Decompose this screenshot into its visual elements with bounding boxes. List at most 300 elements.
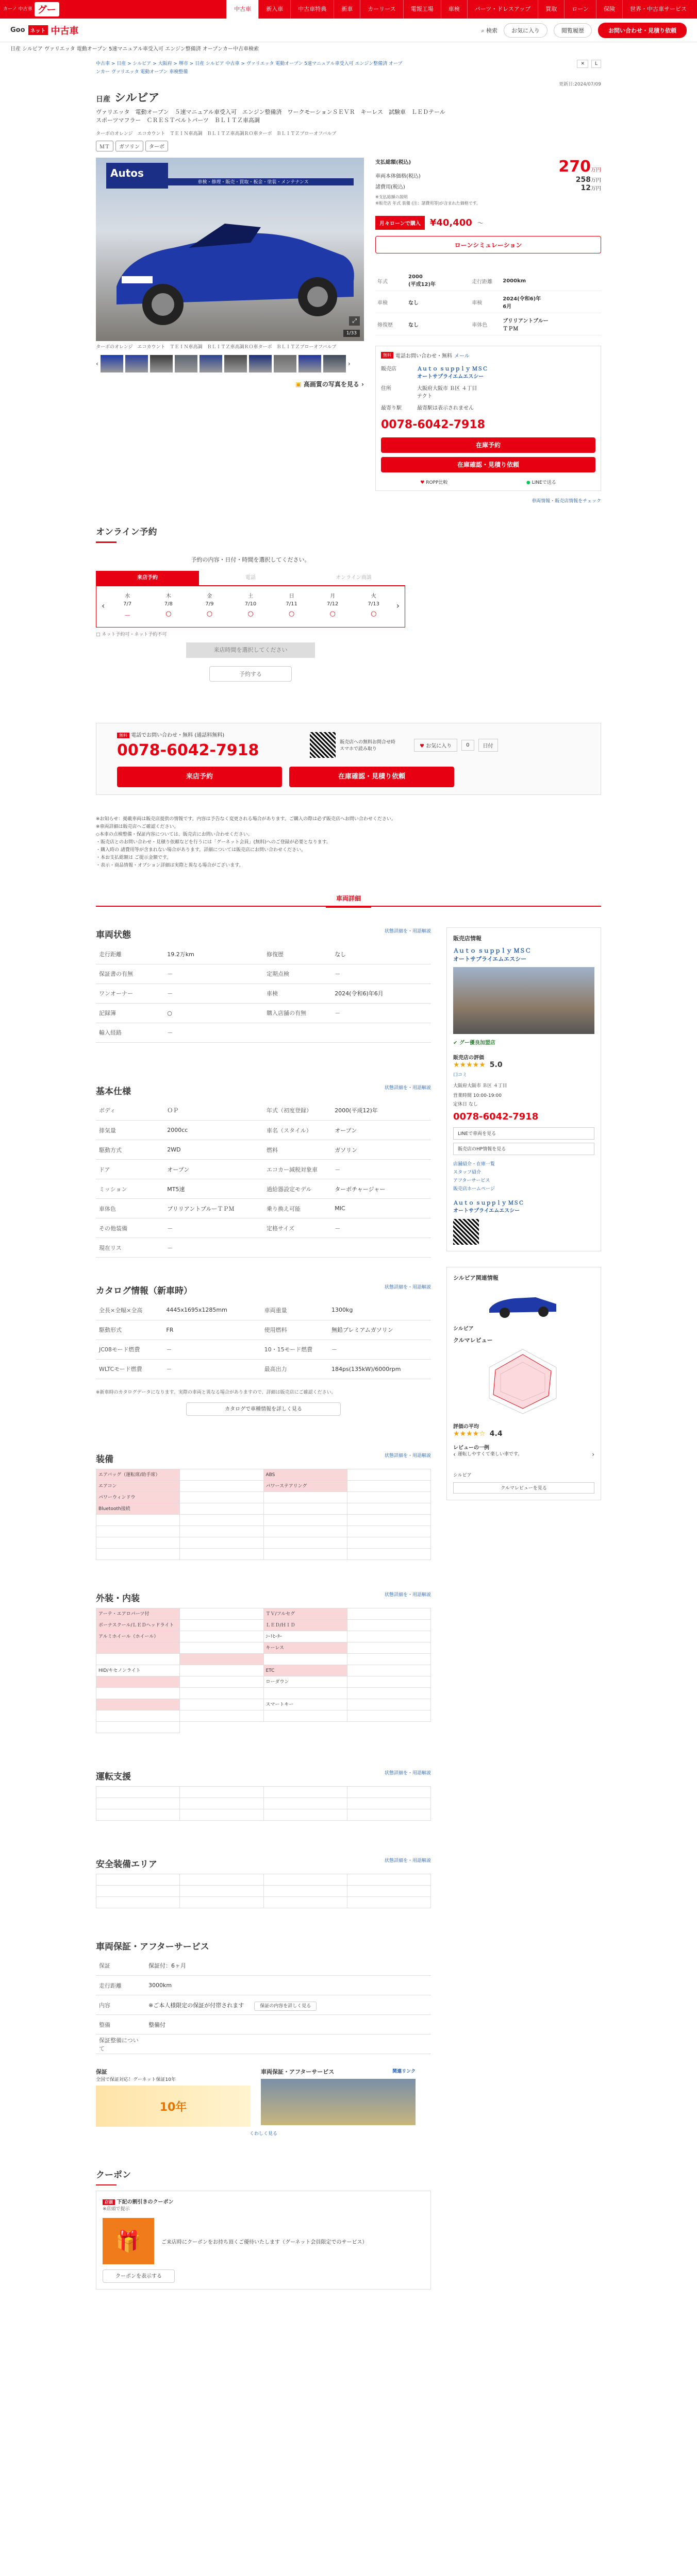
availability-cell[interactable]: － bbox=[124, 612, 131, 620]
table-key: 車名（スタイル） bbox=[263, 1121, 331, 1140]
equipment-item: スマートキー bbox=[264, 1699, 347, 1710]
reservation-tab[interactable]: 来店予約 bbox=[96, 571, 199, 585]
side-review-title: シルビア関連情報 bbox=[453, 1275, 499, 1281]
nav-item[interactable]: 電報工場 bbox=[403, 0, 441, 19]
table-key: 保証 bbox=[96, 1956, 145, 1976]
side-dealer-closed: 定休日 なし bbox=[453, 1102, 478, 1107]
other-fee-label: 諸費用(税込) bbox=[375, 184, 405, 190]
table-value bbox=[145, 2035, 431, 2054]
table-value: － bbox=[163, 1359, 261, 1379]
table-value: ＯＰ bbox=[164, 1101, 263, 1121]
reservation-calendar bbox=[107, 591, 394, 620]
table-key: 保証整備について bbox=[96, 2035, 145, 2054]
photo-counter: 1/33 bbox=[343, 330, 360, 337]
table-key: 内容 bbox=[96, 1995, 145, 2015]
equipment-item bbox=[347, 1787, 431, 1798]
history-button[interactable]: 閲覧履歴 bbox=[554, 23, 592, 38]
equipment-item bbox=[264, 1654, 347, 1665]
drive-section bbox=[96, 1769, 431, 1821]
detail-tab-bar bbox=[96, 890, 601, 907]
reservation-tab[interactable]: 電話 bbox=[245, 575, 256, 581]
line-label: LINEで送る bbox=[532, 480, 556, 485]
equipment-item bbox=[180, 1608, 263, 1620]
equipment-link[interactable]: 状態詳細を・用語解説 bbox=[384, 1453, 431, 1459]
date-label: 7/8 bbox=[164, 601, 173, 607]
equipment-item bbox=[180, 1665, 263, 1676]
availability-cell[interactable]: ○ bbox=[247, 610, 254, 618]
side-dealer-link[interactable]: 販売店ホームページ bbox=[453, 1187, 495, 1192]
safety-title: 安全装備エリア bbox=[96, 1859, 157, 1870]
dealer-name[interactable]: Ａｕｔｏ ｓｕｐｐｌｙ ＭＳＣ オートサプライエムエスシー bbox=[417, 366, 488, 380]
other-fee-unit: 万円 bbox=[591, 186, 601, 192]
coupon-badge: 店頭 bbox=[103, 2199, 115, 2205]
nav-item[interactable]: 車検 bbox=[441, 0, 467, 19]
equipment-item bbox=[264, 1897, 347, 1908]
spec-key: 走行距離 bbox=[470, 271, 501, 291]
side-review-car-image bbox=[453, 1286, 594, 1322]
nav-item[interactable]: カーリース bbox=[360, 0, 403, 19]
nav-item[interactable]: 保険 bbox=[596, 0, 622, 19]
header-contact-button[interactable]: お問い合わせ・見積り依頼 bbox=[598, 23, 687, 38]
equipment-item bbox=[96, 1809, 180, 1821]
side-comment-h: レビューの一例 bbox=[453, 1445, 489, 1451]
coupon-sub: 下記の割引きのクーポン bbox=[117, 2199, 174, 2205]
side-dealer-name[interactable]: Ａｕｔｏ ｓｕｐｐｌｙ ＭＳＣ オートサプライエムエスシー bbox=[453, 947, 531, 962]
table-key: 車検 bbox=[263, 984, 331, 1003]
total-price: 270 bbox=[558, 158, 591, 176]
table-value: － bbox=[164, 1238, 263, 1258]
thumb-next-icon[interactable]: › bbox=[347, 360, 351, 367]
exterior-section bbox=[96, 1591, 431, 1733]
stock-inquiry-button[interactable]: 在庫確認・見積り依頼 bbox=[381, 457, 595, 472]
side-score-h: 評価の平均 bbox=[453, 1424, 479, 1430]
spec-key: 車検 bbox=[470, 291, 501, 313]
brand-goo: Goo bbox=[10, 26, 25, 34]
contact-phone[interactable]: 0078-6042-7918 bbox=[117, 741, 259, 759]
table-value: － bbox=[331, 1218, 431, 1238]
table-row bbox=[96, 984, 431, 1003]
catalog-note: ※新車時のカタログデータになります。実際の車両と異なる場合がありますので、詳細は販売店にご確認ください。 bbox=[96, 1389, 336, 1395]
photo-thumbnail[interactable] bbox=[150, 355, 173, 372]
carousel-prev-icon[interactable]: ‹ bbox=[453, 1451, 456, 1458]
table-value bbox=[145, 1995, 431, 2015]
heart-icon: ♥ bbox=[420, 480, 425, 485]
equipment-item bbox=[264, 1503, 347, 1515]
table-key: その他装備 bbox=[96, 1218, 164, 1238]
catalog-detail-button[interactable]: カタログで車種情報を詳しく見る bbox=[186, 1402, 341, 1416]
condition-link[interactable]: 状態詳細を・用語解説 bbox=[384, 929, 431, 934]
day-label: 日 bbox=[289, 594, 294, 599]
basic-table bbox=[96, 1101, 431, 1258]
contact-head: 電話でお問い合わせ・無料 bbox=[131, 733, 193, 738]
ropp-compare-button[interactable] bbox=[420, 479, 447, 485]
equipment-item bbox=[96, 1515, 180, 1526]
equipment-item: ＬＥＤ/ＨＩＤ bbox=[264, 1620, 347, 1631]
date-label: 7/10 bbox=[244, 601, 257, 607]
body-price-label: 車両本体価格(税込) bbox=[375, 174, 421, 179]
table-value: － bbox=[164, 1218, 263, 1238]
spec-value: 2000km bbox=[501, 271, 601, 291]
equipment-item bbox=[347, 1549, 431, 1560]
tab-detail[interactable]: 車両詳細 bbox=[326, 895, 371, 908]
carousel-next-icon[interactable]: › bbox=[592, 1451, 594, 1458]
condition-section bbox=[96, 927, 431, 1043]
photo-thumbnail[interactable] bbox=[101, 355, 123, 372]
photo-thumbnail[interactable] bbox=[298, 355, 321, 372]
side-dealer-links bbox=[453, 1160, 594, 1193]
side-review-more-button[interactable]: クルマレビューを見る bbox=[453, 1482, 594, 1494]
share-line-icon[interactable]: L bbox=[591, 60, 601, 68]
catalog-link[interactable]: 状態詳細を・用語解説 bbox=[384, 1285, 431, 1290]
side-score: 4.4 bbox=[489, 1430, 503, 1438]
equipment-item bbox=[347, 1537, 431, 1549]
equipment-item bbox=[264, 1537, 347, 1549]
equipment-item bbox=[96, 1676, 180, 1688]
notice-line: ※お知らせ：掲載車両は販売店提供の情報です。内容は予告なく変更される場合があります。ご購入の際は必ず販売店へお問い合わせください。 bbox=[96, 817, 396, 822]
availability-cell[interactable]: ○ bbox=[165, 610, 172, 618]
share-twitter-icon[interactable]: ✕ bbox=[577, 60, 588, 68]
equipment-item: キーレス bbox=[264, 1642, 347, 1654]
table-value: － bbox=[164, 1023, 263, 1042]
equipment-item bbox=[96, 1537, 180, 1549]
nav-item[interactable]: 中古車特典 bbox=[290, 0, 334, 19]
equipment-item bbox=[264, 1492, 347, 1503]
warranty-ad-right[interactable] bbox=[261, 2067, 416, 2127]
notice-line: ※車両詳細は販売店へご確認ください。 bbox=[96, 824, 179, 829]
hq-photo-link[interactable] bbox=[96, 380, 364, 388]
nav-item[interactable]: パーツ・ドレスアップ bbox=[467, 0, 538, 19]
free-badge-2: 無料 bbox=[117, 733, 129, 738]
availability-cell[interactable]: ○ bbox=[206, 610, 213, 618]
notice-line: ・購入時の 諸費用等が含まれない場合があります。詳細については販売店にお問い合わせください。 bbox=[96, 848, 306, 853]
brand-used: 中古車 bbox=[51, 25, 79, 37]
top-nav-bar bbox=[0, 0, 697, 19]
catalog-section bbox=[96, 1283, 431, 1416]
thumbnail-strip bbox=[96, 355, 364, 372]
contact-band bbox=[96, 723, 601, 795]
quick-spec-row bbox=[375, 313, 601, 335]
equipment-item bbox=[347, 1492, 431, 1503]
equipment-item: アルミホイール（ホイール） bbox=[96, 1631, 180, 1642]
equipment-grid bbox=[96, 1469, 431, 1560]
breadcrumb[interactable]: 中古車 > 日産 > シルビア > 大阪府 > 堺市 > 日産 シルビア 中古車 > ヴァリエッタ 電動オープン 5速マニュアル車受入可 エンジン整備済 オープンカー ヴァリエッタ 電動オープン 車検整備 bbox=[96, 61, 403, 75]
table-key: 最高出力 bbox=[261, 1359, 328, 1379]
availability-cell[interactable]: ○ bbox=[288, 610, 295, 618]
side-rating-value: 5.0 bbox=[489, 1061, 503, 1069]
reservation-tab[interactable]: オンライン商談 bbox=[336, 575, 372, 581]
equipment-item bbox=[347, 1710, 431, 1722]
availability-cell[interactable]: ○ bbox=[329, 610, 336, 618]
equipment-item bbox=[347, 1481, 431, 1492]
equipment-item bbox=[180, 1631, 263, 1642]
select-time-button[interactable]: 来店時間を選択してください bbox=[186, 642, 315, 658]
quick-spec-row bbox=[375, 271, 601, 291]
car-tags bbox=[96, 141, 601, 151]
notice-line: ・本お支払総額は ご提示金額です。 bbox=[96, 855, 172, 860]
equipment-item bbox=[347, 1688, 431, 1699]
table-row bbox=[96, 1218, 431, 1238]
side-review-user: シルビア bbox=[453, 1473, 472, 1478]
equipment-item: ボーナスクール/ＬＥＤヘッドライト bbox=[96, 1620, 180, 1631]
contact-fav-button[interactable] bbox=[414, 739, 457, 752]
table-key: 使用燃料 bbox=[261, 1320, 328, 1340]
basic-link[interactable]: 状態詳細を・用語解説 bbox=[384, 1085, 431, 1091]
spec-key: 車検 bbox=[375, 291, 406, 313]
spec-key: 車体色 bbox=[470, 313, 501, 335]
table-value: 1300kg bbox=[328, 1300, 431, 1320]
reservation-submit-button[interactable]: 予約する bbox=[209, 666, 292, 682]
nav-item[interactable]: 新入車 bbox=[258, 0, 290, 19]
equipment-item bbox=[347, 1809, 431, 1821]
side-hp-button[interactable]: 販売店のHP情報を見る bbox=[453, 1143, 594, 1155]
equipment-item bbox=[347, 1503, 431, 1515]
day-label: 金 bbox=[207, 594, 212, 599]
side-review-card bbox=[446, 1267, 601, 1500]
equipment-title: 装備 bbox=[96, 1454, 113, 1465]
table-key: 修復歴 bbox=[263, 944, 331, 964]
side-dealer-link[interactable]: スタッフ紹介 bbox=[453, 1170, 482, 1175]
radar-chart-icon bbox=[453, 1344, 592, 1416]
date-label: 7/12 bbox=[326, 601, 339, 607]
online-reservation bbox=[96, 524, 405, 682]
table-value: ○ bbox=[164, 1003, 263, 1023]
table-value: 19.2万km bbox=[164, 944, 263, 964]
exterior-link[interactable]: 状態詳細を・用語解説 bbox=[384, 1592, 431, 1598]
side-reviews-link[interactable]: 口コミ bbox=[453, 1073, 468, 1078]
zoom-icon[interactable]: ⤢ bbox=[349, 316, 360, 326]
ropp-label: ROPP比較 bbox=[426, 480, 448, 485]
contact-fav-label: お気に入り bbox=[426, 743, 452, 749]
equipment-item bbox=[96, 1642, 180, 1654]
car-subtitle: ヴァリエッタ 電動オープン ５速マニュアル車受入可 エンジン整備済 ワークモーションＳＥＶＲ キーレス 試験車 ＬＥＤテール スポーツマフラー ＣＲＥＳＴベルトパーツ ＢＬＩＴＺ車高調 bbox=[96, 109, 445, 124]
table-key: ワンオーナー bbox=[96, 984, 164, 1003]
equipment-item bbox=[264, 1809, 347, 1821]
table-value: 2024(令和6)年6月 bbox=[331, 984, 431, 1003]
nav-item[interactable]: 新車 bbox=[334, 0, 360, 19]
drive-link[interactable]: 状態詳細を・用語解説 bbox=[384, 1770, 431, 1776]
table-value bbox=[331, 1238, 431, 1258]
main-car-photo[interactable]: Autos 車検・修理・販売・買取・板金・塗装・メンテナンス 1/33 ⤢ bbox=[96, 158, 364, 341]
body-price-unit: 万円 bbox=[591, 178, 601, 183]
equipment-item: アーテ・エアロパーツ付 bbox=[96, 1608, 180, 1620]
notice-text bbox=[96, 816, 601, 870]
table-value: オープン bbox=[331, 1121, 431, 1140]
table-key: 全長×全幅×全高 bbox=[96, 1300, 163, 1320]
table-value: 2000cc bbox=[164, 1121, 263, 1140]
drive-grid bbox=[96, 1786, 431, 1821]
score-stars-icon: ★★★★☆ bbox=[453, 1430, 486, 1438]
table-value: ブリリアントブルーＴＰＭ bbox=[164, 1199, 263, 1218]
photo-thumbnail[interactable] bbox=[175, 355, 197, 372]
photo-thumbnail[interactable] bbox=[200, 355, 222, 372]
photo-thumbnail[interactable] bbox=[323, 355, 346, 372]
nav-item[interactable]: 買取 bbox=[538, 0, 564, 19]
logo-sub: カーノ 中古車 bbox=[3, 6, 32, 12]
dealer-box-head: 電話お問い合わせ・無料 bbox=[395, 353, 452, 359]
table-key: 購入店舗の有無 bbox=[263, 1003, 331, 1023]
side-dealer-photo bbox=[453, 967, 594, 1034]
table-key: 10・15モード燃費 bbox=[261, 1340, 328, 1359]
equipment-item bbox=[180, 1676, 263, 1688]
ads-more-link[interactable]: くわしく見る bbox=[249, 2131, 277, 2137]
car-tag: ＭＴ bbox=[96, 141, 113, 151]
equipment-item bbox=[96, 1874, 180, 1886]
site-logo[interactable] bbox=[3, 2, 106, 16]
side-dealer-link[interactable]: アフターサービス bbox=[453, 1178, 490, 1183]
table-value: オープン bbox=[164, 1160, 263, 1179]
side-dealer-name-2[interactable]: Ａｕｔｏ ｓｕｐｐｌｙ ＭＳＣ オートサプライエムエスシー bbox=[453, 1200, 524, 1214]
equipment-item bbox=[180, 1526, 263, 1537]
search-link[interactable] bbox=[481, 26, 497, 35]
day-label: 火 bbox=[371, 594, 376, 599]
contact-inquiry-button[interactable]: 在庫確認・見積り依頼 bbox=[289, 767, 454, 787]
equipment-item bbox=[347, 1631, 431, 1642]
update-date: 更新日:2024/07/09 bbox=[559, 82, 601, 87]
equipment-item bbox=[180, 1798, 263, 1809]
warranty-ad-left[interactable] bbox=[96, 2067, 251, 2127]
table-value: 2000(平成12)年 bbox=[331, 1101, 431, 1121]
contact-reserve-button[interactable]: 来店予約 bbox=[117, 767, 282, 787]
equipment-item bbox=[180, 1537, 263, 1549]
car-model: シルビア bbox=[114, 92, 160, 105]
coupon-desc: ご来店時にクーポンをお持ち頂くご優待いたします（グーネット会員限定でのサービス） bbox=[161, 2239, 368, 2245]
equipment-item bbox=[96, 1798, 180, 1809]
side-line-button[interactable]: LINEで車両を見る bbox=[453, 1127, 594, 1140]
warranty-detail-button[interactable]: 保証の内容を詳しく見る bbox=[254, 2002, 317, 2011]
table-value: ターボチャージャー bbox=[331, 1179, 431, 1199]
table-key: 乗り換え可能 bbox=[263, 1199, 331, 1218]
table-row bbox=[96, 1121, 431, 1140]
equipment-item: Bluetooth接続 bbox=[96, 1503, 180, 1515]
thumb-prev-icon[interactable]: ‹ bbox=[96, 360, 98, 367]
contact-sub: (通話料無料) bbox=[194, 733, 225, 738]
equipment-item bbox=[347, 1608, 431, 1620]
brand-net: ネット bbox=[28, 25, 48, 35]
equipment-item bbox=[347, 1526, 431, 1537]
equipment-item bbox=[180, 1874, 263, 1886]
table-value bbox=[145, 2015, 431, 2035]
side-dealer-phone[interactable]: 0078-6042-7918 bbox=[453, 1111, 539, 1122]
goonet-brand[interactable] bbox=[10, 24, 79, 37]
price-note: ※販売店 年式 装備 (注：諸費用等)が含まれた価格です。 bbox=[375, 201, 480, 206]
prev-week-icon[interactable]: ‹ bbox=[102, 601, 105, 611]
table-value: － bbox=[163, 1340, 261, 1359]
coupon-sub2: ※店頭で提示 bbox=[103, 2207, 130, 2212]
equipment-item bbox=[347, 1897, 431, 1908]
safety-link[interactable]: 状態詳細を・用語解説 bbox=[384, 1858, 431, 1863]
equipment-item bbox=[180, 1787, 263, 1798]
photo-thumbnail[interactable] bbox=[125, 355, 148, 372]
other-fee: 12 bbox=[580, 184, 591, 192]
equipment-item bbox=[264, 1798, 347, 1809]
loan-badge: 月々ローンで購入 bbox=[375, 216, 425, 230]
camera-icon: ▣ bbox=[295, 381, 302, 388]
next-week-icon[interactable]: › bbox=[396, 601, 400, 611]
ad-left-title: 保証 bbox=[96, 2069, 107, 2075]
equipment-item bbox=[96, 1710, 180, 1722]
equipment-item bbox=[264, 1515, 347, 1526]
reservation-tabs bbox=[96, 571, 405, 586]
car-tag: ガソリン bbox=[115, 141, 143, 151]
coupon-show-button[interactable]: クーポンを表示する bbox=[103, 2269, 175, 2283]
table-value bbox=[145, 1956, 431, 1976]
availability-cell[interactable]: ○ bbox=[371, 610, 377, 618]
warranty-value: 3000km bbox=[148, 1982, 172, 1989]
equipment-item bbox=[96, 1722, 180, 1733]
table-key: 走行距離 bbox=[96, 1976, 145, 1995]
equipment-item bbox=[264, 1886, 347, 1897]
photo-thumbnail[interactable] bbox=[224, 355, 247, 372]
side-dealer-link[interactable]: 店舗紹介・在庫一覧 bbox=[453, 1162, 495, 1167]
table-value: 2WD bbox=[164, 1140, 263, 1160]
table-key bbox=[263, 1238, 331, 1258]
reserve-button[interactable]: 在庫予約 bbox=[381, 437, 595, 453]
header bbox=[0, 19, 697, 42]
qr-text: 販売店への無料お問合せ時 スマホで読み取り bbox=[340, 740, 396, 752]
safety-section bbox=[96, 1857, 431, 1908]
equipment-item bbox=[264, 1526, 347, 1537]
ad-left-banner: 10年 bbox=[96, 2086, 251, 2127]
table-key bbox=[263, 1023, 331, 1042]
equipment-item bbox=[180, 1897, 263, 1908]
exterior-title: 外装・内装 bbox=[96, 1593, 140, 1604]
photo-caption: ターボのオレンジ エコカウント ＴＥＩＮ車高調 ＢＬＩＴＺ車高調ＲＯ車ターボ ＢＬＩＴＺブローオフバルブ bbox=[96, 345, 337, 350]
table-value: ガソリン bbox=[331, 1140, 431, 1160]
table-row bbox=[96, 1101, 431, 1121]
table-key: 年式（初度登録） bbox=[263, 1101, 331, 1121]
dealer-phone[interactable]: 0078-6042-7918 bbox=[381, 418, 485, 431]
line-send-button[interactable] bbox=[526, 479, 556, 485]
equipment-item bbox=[264, 1688, 347, 1699]
spec-value: ブリリアントブルー ＴＰＭ bbox=[501, 313, 601, 335]
notice-line: ・販売店とのお問い合わせ・見積り依頼などを行うには「グーネット会員」(無料)へのご登録が必要となります。 bbox=[96, 840, 331, 845]
loan-sim-button[interactable]: ローンシミュレーション bbox=[375, 236, 601, 253]
side-review-car: シルビア bbox=[453, 1326, 474, 1332]
dealer-check-link[interactable]: 車両情報・販売店情報をチェック bbox=[532, 499, 601, 504]
global-nav bbox=[226, 0, 694, 19]
photo-thumbnail[interactable] bbox=[249, 355, 272, 372]
chevron-right-icon: › bbox=[361, 381, 364, 388]
table-value: － bbox=[328, 1340, 431, 1359]
equipment-item: ABS bbox=[264, 1469, 347, 1481]
equipment-item: HID/キセノンライト bbox=[96, 1665, 180, 1676]
nav-item[interactable]: 中古車 bbox=[226, 0, 258, 19]
car-tag: ターボ bbox=[145, 141, 168, 151]
table-key: WLTCモード燃費 bbox=[96, 1359, 163, 1379]
date-chip: 日付 bbox=[478, 739, 498, 752]
table-key: 駆動形式 bbox=[96, 1320, 163, 1340]
day-label: 木 bbox=[165, 594, 171, 599]
date-label: 7/13 bbox=[368, 601, 380, 607]
side-review-h: クルマレビュー bbox=[453, 1337, 493, 1344]
equipment-item: エアバッグ（運転席/助手席） bbox=[96, 1469, 180, 1481]
qr-code-icon bbox=[310, 732, 336, 758]
equipment-item bbox=[180, 1503, 263, 1515]
date-label: 7/11 bbox=[286, 601, 297, 607]
favorite-button[interactable]: お気に入り bbox=[504, 23, 547, 38]
ad-right-link[interactable]: 関連リンク bbox=[392, 2069, 416, 2074]
car-caption: ターボのオレンジ エコカウント ＴＥＩＮ車高調 ＢＬＩＴＺ車高調ＲＯ車ターボ ＢＬＩＴＺブローオフバルブ bbox=[96, 131, 337, 137]
warranty-value: 保証付：6ヶ月 bbox=[148, 1962, 186, 1970]
equipment-item bbox=[96, 1688, 180, 1699]
equipment-item bbox=[180, 1469, 263, 1481]
photo-thumbnail[interactable] bbox=[274, 355, 296, 372]
nav-item[interactable]: 世界・中古車サービス bbox=[622, 0, 694, 19]
spec-value: 2000 (平成12)年 bbox=[406, 271, 470, 291]
nav-item[interactable]: ローン bbox=[564, 0, 596, 19]
equipment-item bbox=[96, 1654, 180, 1665]
dealer-box-sub: メール bbox=[454, 353, 470, 359]
